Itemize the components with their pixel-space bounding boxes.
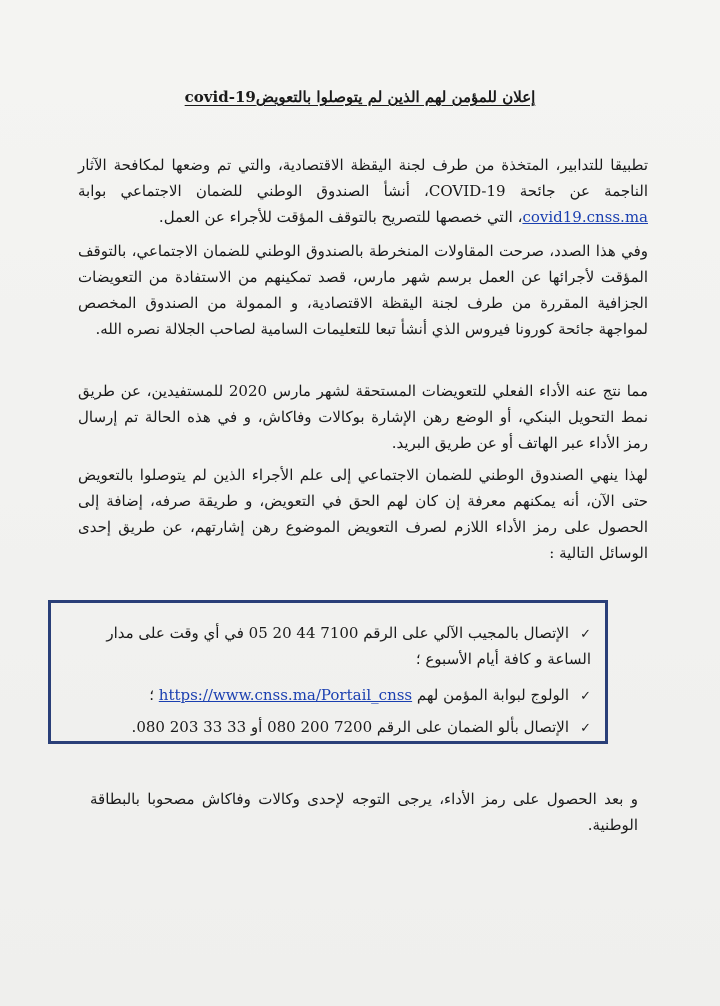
- paragraph-portal-intro: [78, 152, 648, 230]
- covid19-portal-link[interactable]: covid19.cnss.ma: [522, 208, 648, 226]
- announcement-title: إعلان للمؤمن لهم الذين لم يتوصلوا بالتعويضcovid-19: [184, 88, 536, 106]
- list-item-alo-damane: [61, 715, 591, 741]
- list-item-text: الإتصال بالمجيب الآلي على الرقم 7100 44 20 05 في أي وقت على مدار الساعة و كافة أيام الأسبوع ؛: [106, 624, 591, 668]
- list-item-text: الإتصال بألو الضمان على الرقم 7200 200 080 أو 33 33 203 080.: [131, 718, 569, 736]
- checkmark-icon: ✓: [580, 627, 591, 642]
- paragraph-declaration: وفي هذا الصدد، صرحت المقاولات المنخرطة بالصندوق الوطني للضمان الاجتماعي، بالتوقف المؤقت لأجرائها عن العمل برسم شهر مارس، قصد تمكينهم من الاستفادة من التعويضات الجزافية المقررة من طرف لجنة اليقظة الاقتصادية، و الممولة من الصندوق المخصص لمواجهة جائحة كورونا فيروس الذي أنشأ تبعا للتعليمات السامية لصاحب الجلالة نصره الله.: [78, 242, 648, 338]
- paragraph-payment: مما نتج عنه الأداء الفعلي للتعويضات المستحقة لشهر مارس 2020 للمستفيدين، عن طريق نمط التحويل البنكي، أو الوضع رهن الإشارة بوكالات وفاكاش، و في هذه الحالة تم إرسال رمز الأداء عبر الهاتف أو عن طريق البريد.: [78, 382, 648, 452]
- cnss-portal-link[interactable]: https://www.cnss.ma/Portail_cnss: [158, 686, 413, 704]
- checkmark-icon: ✓: [580, 689, 591, 704]
- list-item-portal: [61, 683, 591, 709]
- paragraph-closing: و بعد الحصول على رمز الأداء، يرجى التوجه لإحدى وكالات وفاكاش مصحوبا بالبطاقة الوطنية.: [90, 790, 638, 834]
- paragraph-notice: لهذا ينهي الصندوق الوطني للضمان الاجتماعي إلى علم الأجراء الذين لم يتوصلوا بالتعويض حتى الآن، أنه يمكنهم معرفة إن كان لهم الحق في التعويض، و طريقة صرفه، إضافة إلى الحصول على رمز الأداء اللازم لصرف التعويض الموضوع رهن إشارتهم، عن طريق إحدى الوسائل التالية :: [78, 466, 648, 562]
- paragraph-1-text-after: ، التي خصصها للتصريح بالتوقف المؤقت للأجراء عن العمل.: [158, 208, 523, 226]
- list-item-text: الولوج لبوابة المؤمن لهم: [412, 686, 569, 704]
- list-item-phone-automated: [61, 621, 591, 672]
- paragraph-1-text-before: تطبيقا للتدابير، المتخذة من طرف لجنة اليقظة الاقتصادية، والتي تم وضعها لمكافحة الآثار الناجمة عن جائحة COVID-19، أنشأ الصندوق الوطني للضمان الاجتماعي بوابة: [78, 156, 648, 200]
- checkmark-icon: ✓: [580, 721, 591, 736]
- list-item-end: ؛: [149, 686, 159, 704]
- contact-options-box: [48, 600, 608, 744]
